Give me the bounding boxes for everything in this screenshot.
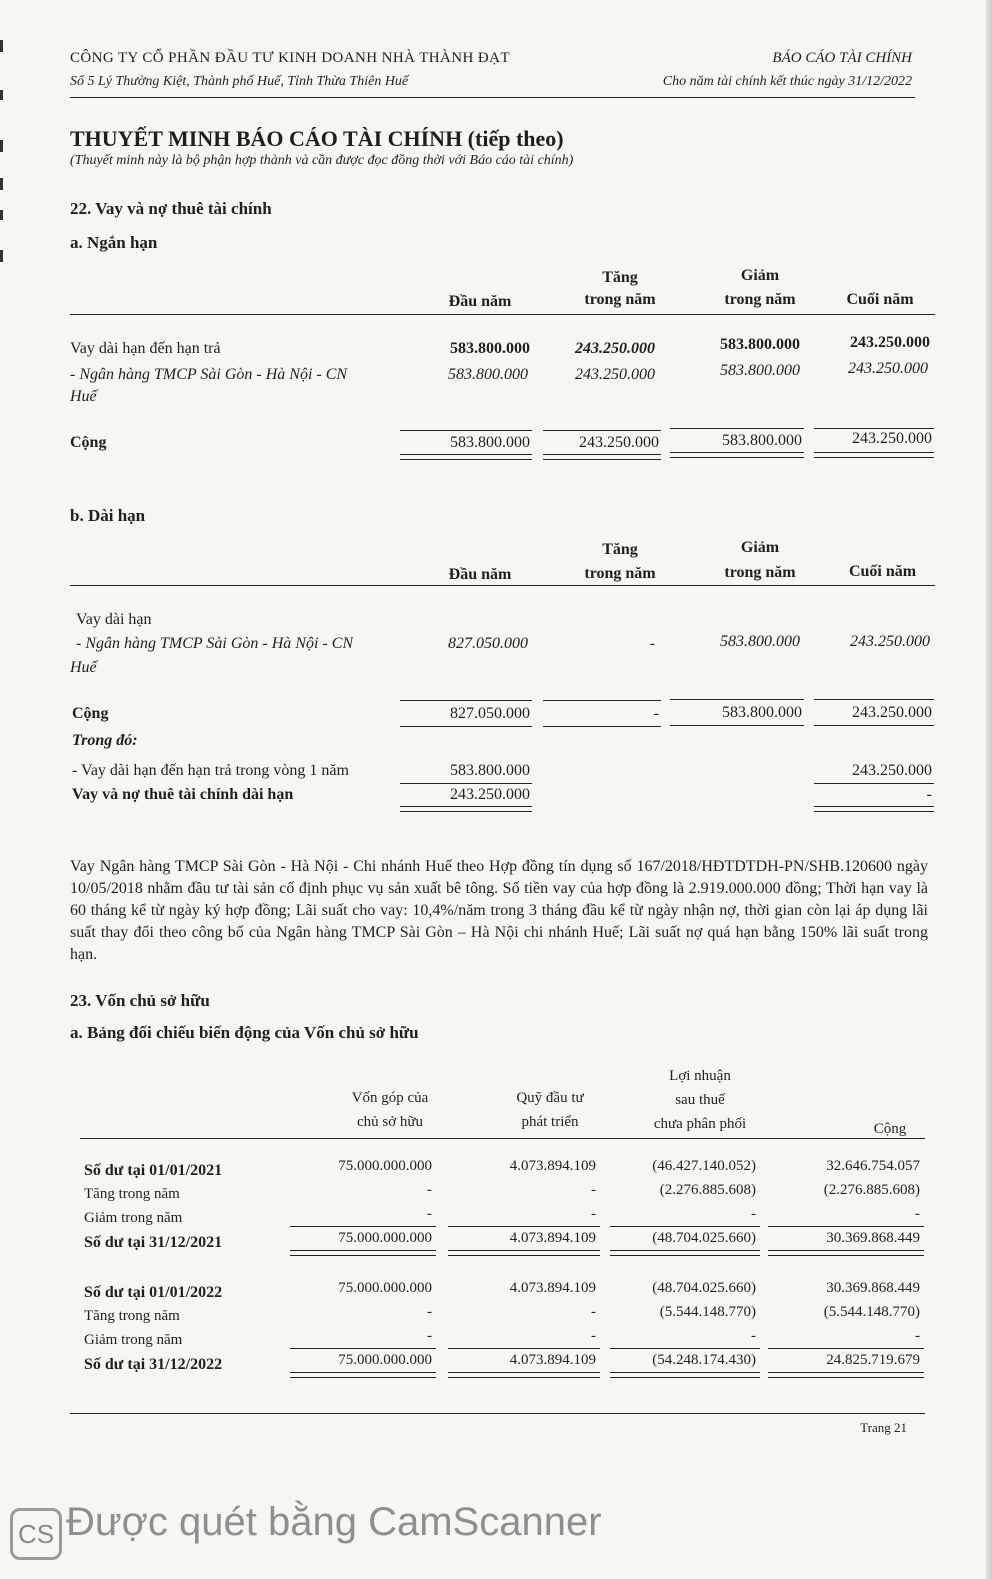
- double-rule: [400, 454, 532, 460]
- equity-cell: 75.000.000.000: [338, 1230, 432, 1246]
- equity-double-rule: [768, 1250, 924, 1256]
- row-label: Vay dài hạn đến hạn trả: [70, 340, 221, 357]
- total-cell: 583.800.000: [450, 434, 530, 451]
- equity-cell: (46.427.140.052): [652, 1158, 756, 1174]
- total-rule: [670, 428, 804, 429]
- long-term-start: 243.250.000: [450, 786, 530, 803]
- col-quy-1: Quỹ đầu tư: [516, 1090, 584, 1106]
- col-tang-1: Tăng: [602, 269, 638, 286]
- equity-cell: -: [591, 1328, 596, 1344]
- double-rule: [814, 452, 934, 458]
- company-name: CÔNG TY CỔ PHẦN ĐẦU TƯ KINH DOANH NHÀ THÀNH ĐẠT: [70, 50, 510, 66]
- total-cell: 243.250.000: [852, 430, 932, 447]
- total-rule: [814, 699, 934, 700]
- equity-cell: 24.825.719.679: [826, 1352, 920, 1368]
- equity-row-label: Số dư tại 31/12/2021: [84, 1234, 223, 1251]
- double-rule: [543, 454, 661, 460]
- total-rule: [400, 430, 532, 431]
- row-label-cont: Huế: [70, 659, 97, 676]
- col-quy-2: phát triển: [521, 1114, 579, 1130]
- equity-rule: [290, 1226, 436, 1227]
- scan-mark: [0, 40, 3, 52]
- equity-row-label: Tăng trong năm: [84, 1186, 180, 1202]
- col-giam-2: trong năm: [724, 291, 796, 308]
- total-cell: -: [653, 705, 659, 722]
- group-label: Vay dài hạn: [76, 611, 152, 628]
- equity-cell: -: [591, 1182, 596, 1198]
- col-cuoi-nam: Cuối năm: [846, 291, 914, 308]
- col-lnst-2: sau thuế: [675, 1092, 725, 1108]
- cell: 243.250.000: [575, 340, 655, 357]
- equity-cell: 4.073.894.109: [509, 1280, 596, 1296]
- col-tang-2: trong năm: [584, 291, 656, 308]
- equity-cell: 30.369.868.449: [826, 1280, 920, 1296]
- equity-row-label: Giảm trong năm: [84, 1332, 183, 1348]
- scan-mark: [0, 178, 3, 190]
- total-cell: 243.250.000: [579, 434, 659, 451]
- cell: 583.800.000: [720, 633, 800, 650]
- equity-cell: 75.000.000.000: [338, 1352, 432, 1368]
- equity-cell: (48.704.025.660): [652, 1230, 756, 1246]
- col-tang-1: Tăng: [602, 541, 638, 558]
- double-rule: [814, 806, 934, 812]
- total-underline: [670, 725, 804, 726]
- row-label: - Ngân hàng TMCP Sài Gòn - Hà Nội - CN: [70, 366, 348, 383]
- equity-row-label: Giảm trong năm: [84, 1210, 183, 1226]
- equity-cell: (5.544.148.770): [823, 1304, 920, 1320]
- scan-mark: [0, 210, 3, 220]
- cell: 583.800.000: [450, 340, 530, 357]
- equity-cell: -: [591, 1304, 596, 1320]
- equity-rule: [768, 1348, 924, 1349]
- section-22b-heading: b. Dài hạn: [70, 506, 146, 525]
- col-cong: Cộng: [873, 1121, 907, 1137]
- equity-cell: 4.073.894.109: [509, 1352, 596, 1368]
- within-1-year-end: 243.250.000: [852, 762, 932, 779]
- double-rule: [670, 452, 804, 458]
- col-dau-nam: Đầu năm: [448, 293, 512, 310]
- scan-mark: [0, 140, 3, 152]
- equity-cell: 4.073.894.109: [509, 1230, 596, 1246]
- equity-double-rule: [610, 1250, 760, 1256]
- cell: 243.250.000: [575, 366, 655, 383]
- cell: 583.800.000: [720, 362, 800, 379]
- total-cell: 827.050.000: [450, 705, 530, 722]
- equity-cell: -: [751, 1206, 756, 1222]
- cell: 243.250.000: [848, 360, 928, 377]
- col-von-gop-1: Vốn góp của: [351, 1090, 429, 1106]
- page-subtitle: (Thuyết minh này là bộ phận hợp thành và cần được đọc đồng thời với Báo cáo tài chính): [70, 153, 574, 168]
- equity-rule: [610, 1226, 760, 1227]
- equity-rule: [610, 1348, 760, 1349]
- loan-note: Vay Ngân hàng TMCP Sài Gòn - Hà Nội - Chi nhánh Huế theo Hợp đồng tín dụng số 167/2018/HĐTDTDH-PN/SHB.120600 ngày 10/05/2018 nhằm đầu tư tài sản cố định phục vụ sản xuất bê tông. Số tiền vay của hợp đồng là 2.919.000.000 đồng; Thời hạn vay là 60 tháng kể từ ngày ký hợp đồng; Lãi suất cho vay: 10,4%/năm trong 3 tháng đầu kể từ ngày nhận nợ, thời gian còn lại áp dụng lãi suất thay đổi theo công bố của Ngân hàng TMCP Sài Gòn – Hà Nội chi nhánh Huế; Lãi suất nợ quá hạn bằng 150% lãi suất trong hạn.: [70, 858, 928, 963]
- equity-cell: -: [427, 1182, 432, 1198]
- total-label: Cộng: [72, 705, 109, 722]
- cell: 583.800.000: [448, 366, 528, 383]
- report-period: Cho năm tài chính kết thúc ngày 31/12/2022: [662, 74, 912, 89]
- total-underline: [400, 726, 532, 727]
- equity-cell: (2.276.885.608): [823, 1182, 920, 1198]
- equity-double-rule: [290, 1372, 436, 1378]
- row-label: - Ngân hàng TMCP Sài Gòn - Hà Nội - CN: [76, 635, 354, 652]
- rule: [400, 783, 532, 784]
- col-giam-1: Giảm: [740, 267, 780, 284]
- page-edge: [986, 0, 992, 1579]
- equity-cell: (2.276.885.608): [659, 1182, 756, 1198]
- equity-cell: -: [591, 1206, 596, 1222]
- col-von-gop-2: chủ sở hữu: [356, 1114, 424, 1130]
- section-23-heading: 23. Vốn chủ sở hữu: [70, 991, 210, 1010]
- table-rule: [70, 314, 935, 315]
- equity-cell: -: [427, 1328, 432, 1344]
- within-1-year-label: - Vay dài hạn đến hạn trả trong vòng 1 năm: [72, 762, 349, 779]
- col-tang-2: trong năm: [584, 565, 656, 582]
- equity-cell: 30.369.868.449: [826, 1230, 920, 1246]
- equity-rule: [448, 1348, 600, 1349]
- equity-cell: (5.544.148.770): [659, 1304, 756, 1320]
- equity-double-rule: [290, 1250, 436, 1256]
- company-address: Số 5 Lý Thường Kiệt, Thành phố Huế, Tỉnh Thừa Thiên Huế: [70, 74, 409, 89]
- equity-rule: [290, 1348, 436, 1349]
- equity-cell: -: [751, 1328, 756, 1344]
- trong-do-label: Trong đó:: [72, 732, 138, 749]
- total-cell: 583.800.000: [722, 704, 802, 721]
- col-cuoi-nam: Cuối năm: [848, 563, 917, 580]
- equity-row-label: Số dư tại 01/01/2022: [84, 1284, 223, 1301]
- equity-row-label: Số dư tại 01/01/2021: [84, 1162, 223, 1179]
- row-label-cont: Huế: [70, 388, 97, 405]
- cell: 827.050.000: [448, 635, 528, 652]
- equity-row-label: Tăng trong năm: [84, 1308, 180, 1324]
- equity-rule: [768, 1226, 924, 1227]
- long-term-label: Vay và nợ thuê tài chính dài hạn: [72, 786, 294, 803]
- header-rule: [70, 97, 915, 98]
- equity-cell: -: [427, 1206, 432, 1222]
- equity-cell: 75.000.000.000: [338, 1280, 432, 1296]
- total-rule: [814, 428, 934, 429]
- section-23a-heading: a. Bảng đối chiếu biến động của Vốn chủ sở hữu: [70, 1023, 419, 1042]
- within-1-year-start: 583.800.000: [450, 762, 530, 779]
- col-lnst-1: Lợi nhuận: [669, 1068, 731, 1084]
- col-dau-nam: Đầu năm: [448, 566, 512, 583]
- total-underline: [543, 726, 661, 727]
- table-rule: [70, 585, 935, 586]
- total-rule: [670, 699, 804, 700]
- equity-cell: -: [427, 1304, 432, 1320]
- total-cell: 583.800.000: [722, 432, 802, 449]
- total-rule: [400, 700, 532, 701]
- equity-cell: (48.704.025.660): [652, 1280, 756, 1296]
- page-title: THUYẾT MINH BÁO CÁO TÀI CHÍNH (tiếp theo): [70, 126, 564, 151]
- equity-rule: [448, 1226, 600, 1227]
- col-giam-2: trong năm: [724, 564, 796, 581]
- section-22a-heading: a. Ngắn hạn: [70, 233, 158, 252]
- equity-double-rule: [610, 1372, 760, 1378]
- total-rule: [543, 700, 661, 701]
- equity-cell: 32.646.754.057: [826, 1158, 920, 1174]
- rule: [814, 783, 934, 784]
- double-rule: [400, 806, 532, 812]
- footer-rule: [70, 1413, 925, 1414]
- equity-cell: -: [915, 1206, 920, 1222]
- col-giam-1: Giảm: [740, 539, 780, 556]
- equity-cell: 4.073.894.109: [509, 1158, 596, 1174]
- scan-mark: [0, 250, 3, 262]
- cell: 243.250.000: [850, 633, 930, 650]
- equity-double-rule: [768, 1372, 924, 1378]
- cell: 583.800.000: [720, 336, 800, 353]
- equity-cell: 75.000.000.000: [338, 1158, 432, 1174]
- camscanner-logo-icon: CS: [10, 1508, 62, 1560]
- total-label: Cộng: [70, 434, 107, 451]
- scan-mark: [0, 90, 3, 100]
- col-lnst-3: chưa phân phối: [653, 1116, 747, 1132]
- equity-row-label: Số dư tại 31/12/2022: [84, 1356, 223, 1373]
- equity-cell: -: [915, 1328, 920, 1344]
- cell: -: [649, 635, 655, 652]
- total-underline: [814, 725, 934, 726]
- equity-double-rule: [448, 1372, 600, 1378]
- report-name: BÁO CÁO TÀI CHÍNH: [772, 50, 912, 66]
- section-22-heading: 22. Vay và nợ thuê tài chính: [70, 199, 272, 218]
- total-cell: 243.250.000: [852, 704, 932, 721]
- camscanner-watermark: Được quét bằng CamScanner: [66, 1500, 602, 1544]
- table-rule: [80, 1138, 925, 1139]
- cell: 243.250.000: [850, 334, 930, 351]
- equity-double-rule: [448, 1250, 600, 1256]
- equity-cell: (54.248.174.430): [652, 1352, 756, 1368]
- total-rule: [543, 430, 661, 431]
- page-number: Trang 21: [860, 1420, 907, 1435]
- long-term-end: -: [926, 786, 932, 803]
